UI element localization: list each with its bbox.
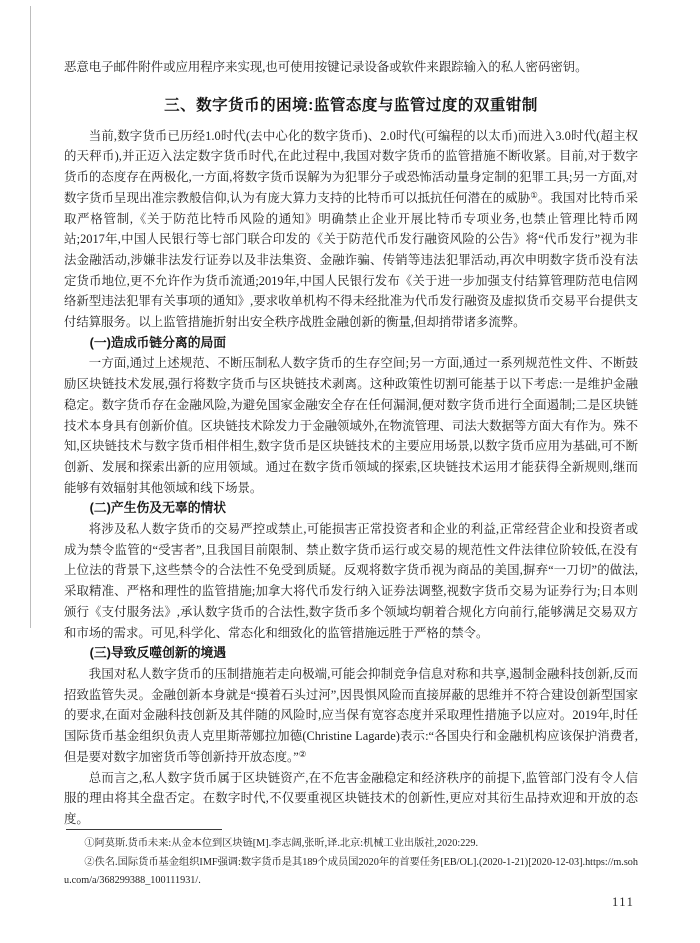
footnotes-section (64, 829, 638, 891)
subsection-heading: (一)造成币链分离的局面 (89, 334, 227, 350)
page-number: 111 (612, 895, 635, 909)
scan-artifact-line (30, 6, 31, 628)
page-content (64, 57, 638, 830)
body-paragraph: 将涉及私人数字货币的交易严控或禁止,可能损害正常投资者和企业的利益,正常经营企业和投资者或成为禁令监管的“受害者”,且我国目前限制、禁止数字货币运行或交易的规范性文件法律位阶较低,在没有上位法的背景下,这些禁令的合法性不免受到质疑。反观将数字货币视为商品的美国,摒弃“一刀切”的做法,采取精准、严格和理性的监管措施;加拿大将代币发行纳入证券法调整,视数字货币交易为证券行为;日本则颁行《支付服务法》,承认数字货币的合法性,数字货币多个领域均朝着合规化方向前行,能够满足交易双方和市场的需求。可见,科学化、常态化和细致化的监管措施远胜于严格的禁令。 (64, 522, 638, 640)
footnote-item: ①阿莫斯.货币未来:从金本位到区块链[M].李志阔,张昕,译.北京:机械工业出版社,2020:229. (84, 838, 479, 849)
body-paragraph: 一方面,通过上述规范、不断压制私人数字货币的生存空间;另一方面,通过一系列规范性文件、不断鼓励区块链技术发展,强行将数字货币与区块链技术剥离。这种政策性切割可能基于以下考虑:一是维护金融稳定。数字货币存在金融风险,为避免国家金融安全存在任何漏洞,便对数字货币进行全面遏制;二是区块链技术本身具有创新价值。区块链技术除发力于金融领域外,在物流管理、司法大数据等方面大有作为。殊不知,区块链技术与数字货币相伴相生,数字货币是区块链技术的主要应用场景,以数字货币应用为基础,可不断创新、发展和探索出新的应用领域。通过在数字货币领域的探索,区块链技术运用才能获得全新规则,继而能够有效辐射其他领域和线下场景。 (64, 356, 638, 495)
body-paragraph: 当前,数字货币已历经1.0时代(去中心化的数字货币)、2.0时代(可编程的以太币)而进入3.0时代(超主权的天秤币),并正迈入法定数字货币时代,在此过程中,我国对数字货币的监管措施不断收紧。目前,对于数字货币的态度存在两极化,一方面,将数字货币误解为为犯罪分子或恐怖活动量身定制的犯罪工具;另一方面,对数字货币呈现出准宗教般信仰,认为有庞大算力支持的比特币可以抵抗任何潜在的威胁①。我国对比特币采取严格管制,《关于防范比特币风险的通知》明确禁止企业开展比特币专项业务,也禁止管理比特币网站;2017年,中国人民银行等七部门联合印发的《关于防范代币发行融资风险的公告》将“代币发行”视为非法金融活动,涉嫌非法发行证券以及非法集资、金融诈骗、传销等违法犯罪活动,再次申明数字货币没有法定货币地位,更不允许作为货币流通;2019年,中国人民银行发布《关于进一步加强支付结算管理防范电信网络新型违法犯罪有关事项的通知》,要求收单机构不得未经批准为代币发行融资及虚拟货币交易平台提供支付结算服务。以上监管措施折射出安全秩序战胜金融创新的衡量,但却捎带诸多流弊。 (64, 128, 638, 330)
subsection-heading: (三)导致反噬创新的境遇 (89, 645, 227, 661)
footnote-ref: ① (530, 189, 538, 200)
footnotes-divider (66, 829, 222, 830)
subsection-heading: (二)产生伤及无辜的情状 (89, 500, 227, 516)
footnote-ref: ② (298, 748, 307, 759)
section-title: 三、数字货币的困境:监管态度与监管过度的双重钳制 (164, 96, 538, 114)
footnotes-list (64, 835, 638, 891)
continuation-paragraph: 恶意电子邮件附件或应用程序来实现,也可使用按键记录设备或软件来跟踪输入的私人密码密钥。 (64, 60, 588, 74)
footnote-item: ②佚名.国际货币基金组织IMF强调:数字货币是其189个成员国2020年的首要任务[EB/OL].(2020-1-21)[2020-12-03].https://m.sohu.com/a/368299388_100111931/. (64, 856, 638, 887)
body-blocks (64, 126, 638, 830)
body-paragraph: 我国对私人数字货币的压制措施若走向极端,可能会抑制竞争信息对称和共享,遏制金融科技创新,反而招致监管失灵。金融创新本身就是“摸着石头过河”,因畏惧风险而直接屏蔽的思维并不符合建设创新型国家的要求,在面对金融科技创新及其伴随的风险时,应当保有宽容态度并采取理性措施予以应对。2019年,时任国际货币基金组织负责人克里斯蒂娜拉加德(Christine Lagarde)表示:“各国央行和金融机构应该保护消费者,但是要对数字加密货币等创新持开放态度。”② (64, 666, 638, 764)
body-paragraph: 总而言之,私人数字货币属于区块链资产,在不危害金融稳定和经济秩序的前提下,监管部门没有令人信服的理由将其全盘否定。在数字时代,不仅要重视区块链技术的创新性,更应对其衍生品持欢迎和开放的态度。 (64, 770, 638, 826)
